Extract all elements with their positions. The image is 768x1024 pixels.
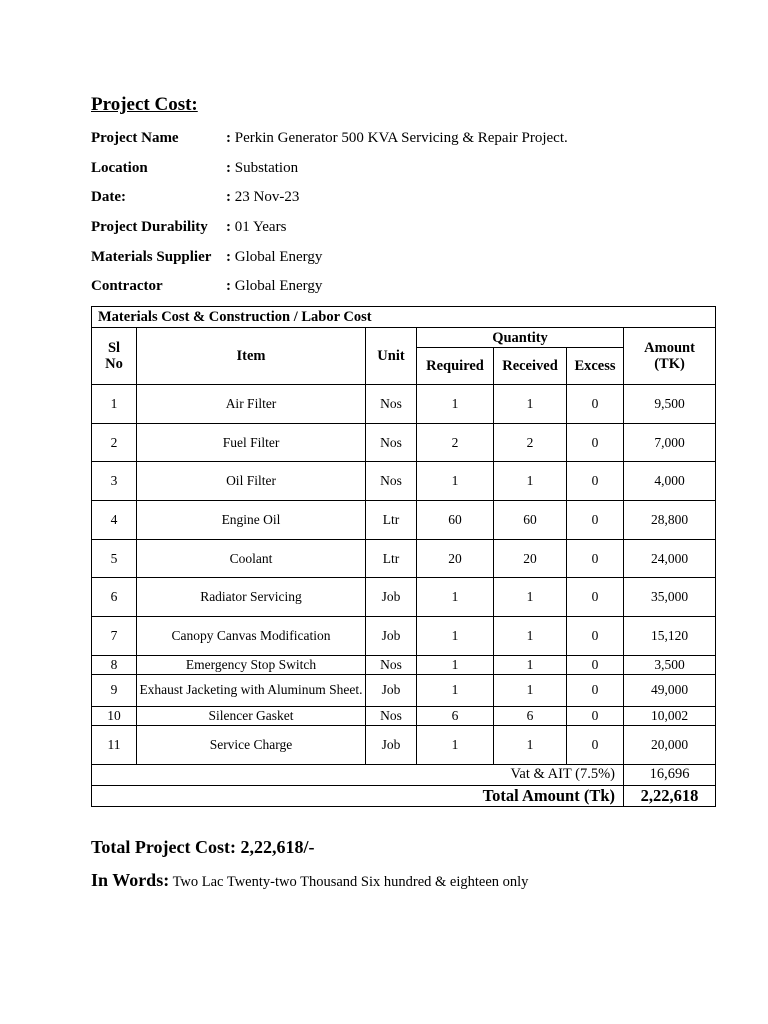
cell-sl: 5	[92, 539, 137, 578]
cell-amount: 4,000	[624, 462, 716, 501]
cell-unit: Job	[366, 578, 417, 617]
info-label: Project Durability	[91, 219, 208, 236]
cell-received: 2	[494, 423, 567, 462]
cell-received: 1	[494, 578, 567, 617]
info-value-wrap	[226, 278, 322, 295]
cell-unit: Nos	[366, 706, 417, 725]
cell-required: 1	[417, 725, 494, 764]
info-colon: :	[226, 278, 231, 295]
cell-unit: Nos	[366, 423, 417, 462]
table-row	[92, 674, 716, 706]
table-row	[92, 385, 716, 424]
cell-required: 2	[417, 423, 494, 462]
info-value: Global Energy	[234, 278, 323, 295]
cell-received: 60	[494, 501, 567, 540]
cell-amount: 3,500	[624, 655, 716, 674]
cell-amount: 7,000	[624, 423, 716, 462]
cell-amount: 10,002	[624, 706, 716, 725]
info-value: Substation	[234, 159, 299, 176]
cell-unit: Ltr	[366, 539, 417, 578]
cell-excess: 0	[567, 501, 624, 540]
cell-unit: Nos	[366, 655, 417, 674]
cell-excess: 0	[567, 423, 624, 462]
info-colon: :	[226, 159, 231, 176]
header-sl-no: Sl No	[92, 328, 137, 385]
table-row	[92, 501, 716, 540]
project-info	[91, 124, 711, 302]
page-title: Project Cost:	[91, 94, 198, 115]
cell-sl: 6	[92, 578, 137, 617]
cell-required: 1	[417, 578, 494, 617]
cell-required: 1	[417, 674, 494, 706]
info-colon: :	[226, 248, 231, 265]
cell-unit: Job	[366, 725, 417, 764]
cell-sl: 11	[92, 725, 137, 764]
cell-item: Radiator Servicing	[137, 578, 366, 617]
cell-item: Fuel Filter	[137, 423, 366, 462]
table-row	[92, 725, 716, 764]
cell-received: 1	[494, 725, 567, 764]
cell-excess: 0	[567, 539, 624, 578]
cell-amount: 35,000	[624, 578, 716, 617]
info-colon: :	[226, 189, 231, 206]
cell-sl: 7	[92, 617, 137, 656]
total-label: Total Amount (Tk)	[92, 785, 624, 806]
cell-excess: 0	[567, 706, 624, 725]
cell-excess: 0	[567, 674, 624, 706]
cell-excess: 0	[567, 655, 624, 674]
cell-excess: 0	[567, 617, 624, 656]
cell-excess: 0	[567, 578, 624, 617]
cell-received: 6	[494, 706, 567, 725]
info-value-wrap	[226, 160, 298, 177]
table-row	[92, 655, 716, 674]
info-row	[91, 124, 711, 154]
cell-sl: 3	[92, 462, 137, 501]
cell-unit: Nos	[366, 462, 417, 501]
cell-item: Canopy Canvas Modification	[137, 617, 366, 656]
header-amount: Amount (TK)	[624, 328, 716, 385]
cell-required: 1	[417, 462, 494, 501]
header-excess: Excess	[567, 348, 624, 385]
cell-received: 1	[494, 462, 567, 501]
header-unit: Unit	[366, 328, 417, 385]
cell-sl: 1	[92, 385, 137, 424]
cell-required: 1	[417, 617, 494, 656]
cell-item: Engine Oil	[137, 501, 366, 540]
info-row	[91, 154, 711, 184]
header-item: Item	[137, 328, 366, 385]
cost-table	[91, 306, 716, 807]
cell-item: Coolant	[137, 539, 366, 578]
cell-received: 1	[494, 655, 567, 674]
info-value: 23 Nov-23	[234, 189, 300, 206]
cell-excess: 0	[567, 462, 624, 501]
header-quantity: Quantity	[417, 328, 624, 348]
table-caption: Materials Cost & Construction / Labor Cost	[92, 307, 716, 328]
cell-required: 1	[417, 655, 494, 674]
cell-amount: 9,500	[624, 385, 716, 424]
table-row	[92, 706, 716, 725]
cell-amount: 20,000	[624, 725, 716, 764]
table-row	[92, 617, 716, 656]
cell-required: 1	[417, 385, 494, 424]
cell-sl: 9	[92, 674, 137, 706]
info-colon: :	[226, 219, 231, 236]
info-label: Date:	[91, 189, 126, 206]
header-received: Received	[494, 348, 567, 385]
vat-amount: 16,696	[624, 764, 716, 785]
cell-received: 1	[494, 385, 567, 424]
cell-item: Emergency Stop Switch	[137, 655, 366, 674]
table-row	[92, 578, 716, 617]
cell-excess: 0	[567, 725, 624, 764]
info-colon: :	[226, 130, 231, 147]
info-value-wrap	[226, 249, 322, 266]
cell-received: 1	[494, 674, 567, 706]
info-value: Global Energy	[234, 248, 323, 265]
in-words-label: In Words:	[91, 870, 170, 890]
info-label: Location	[91, 159, 148, 176]
cell-item: Silencer Gasket	[137, 706, 366, 725]
total-amount: 2,22,618	[624, 785, 716, 806]
cell-received: 20	[494, 539, 567, 578]
info-row	[91, 272, 711, 302]
vat-label: Vat & AIT (7.5%)	[92, 764, 624, 785]
info-label: Contractor	[91, 278, 163, 295]
cell-amount: 28,800	[624, 501, 716, 540]
cell-item: Air Filter	[137, 385, 366, 424]
table-row	[92, 539, 716, 578]
info-value: Perkin Generator 500 KVA Servicing & Repair Project.	[234, 130, 568, 147]
cell-excess: 0	[567, 385, 624, 424]
header-required: Required	[417, 348, 494, 385]
cell-required: 60	[417, 501, 494, 540]
cell-sl: 4	[92, 501, 137, 540]
cell-unit: Nos	[366, 385, 417, 424]
cell-unit: Ltr	[366, 501, 417, 540]
cell-received: 1	[494, 617, 567, 656]
in-words-value: Two Lac Twenty-two Thousand Six hundred & eighteen only	[172, 874, 529, 890]
table-row	[92, 423, 716, 462]
cell-item: Exhaust Jacketing with Aluminum Sheet.	[137, 674, 366, 706]
info-label: Materials Supplier	[91, 248, 212, 265]
info-row	[91, 183, 711, 213]
info-row	[91, 213, 711, 243]
info-value-wrap	[226, 189, 299, 206]
cell-amount: 15,120	[624, 617, 716, 656]
cell-required: 6	[417, 706, 494, 725]
cell-item: Oil Filter	[137, 462, 366, 501]
info-value: 01 Years	[234, 219, 287, 236]
cell-amount: 49,000	[624, 674, 716, 706]
cell-unit: Job	[366, 617, 417, 656]
cell-item: Service Charge	[137, 725, 366, 764]
cell-sl: 8	[92, 655, 137, 674]
cell-sl: 2	[92, 423, 137, 462]
total-project-cost: Total Project Cost: 2,22,618/-	[91, 837, 315, 857]
info-value-wrap	[226, 219, 286, 236]
cell-unit: Job	[366, 674, 417, 706]
info-row	[91, 242, 711, 272]
cell-sl: 10	[92, 706, 137, 725]
info-value-wrap	[226, 130, 568, 147]
cell-required: 20	[417, 539, 494, 578]
in-words	[91, 870, 528, 891]
info-label: Project Name	[91, 130, 179, 147]
table-row	[92, 462, 716, 501]
cell-amount: 24,000	[624, 539, 716, 578]
